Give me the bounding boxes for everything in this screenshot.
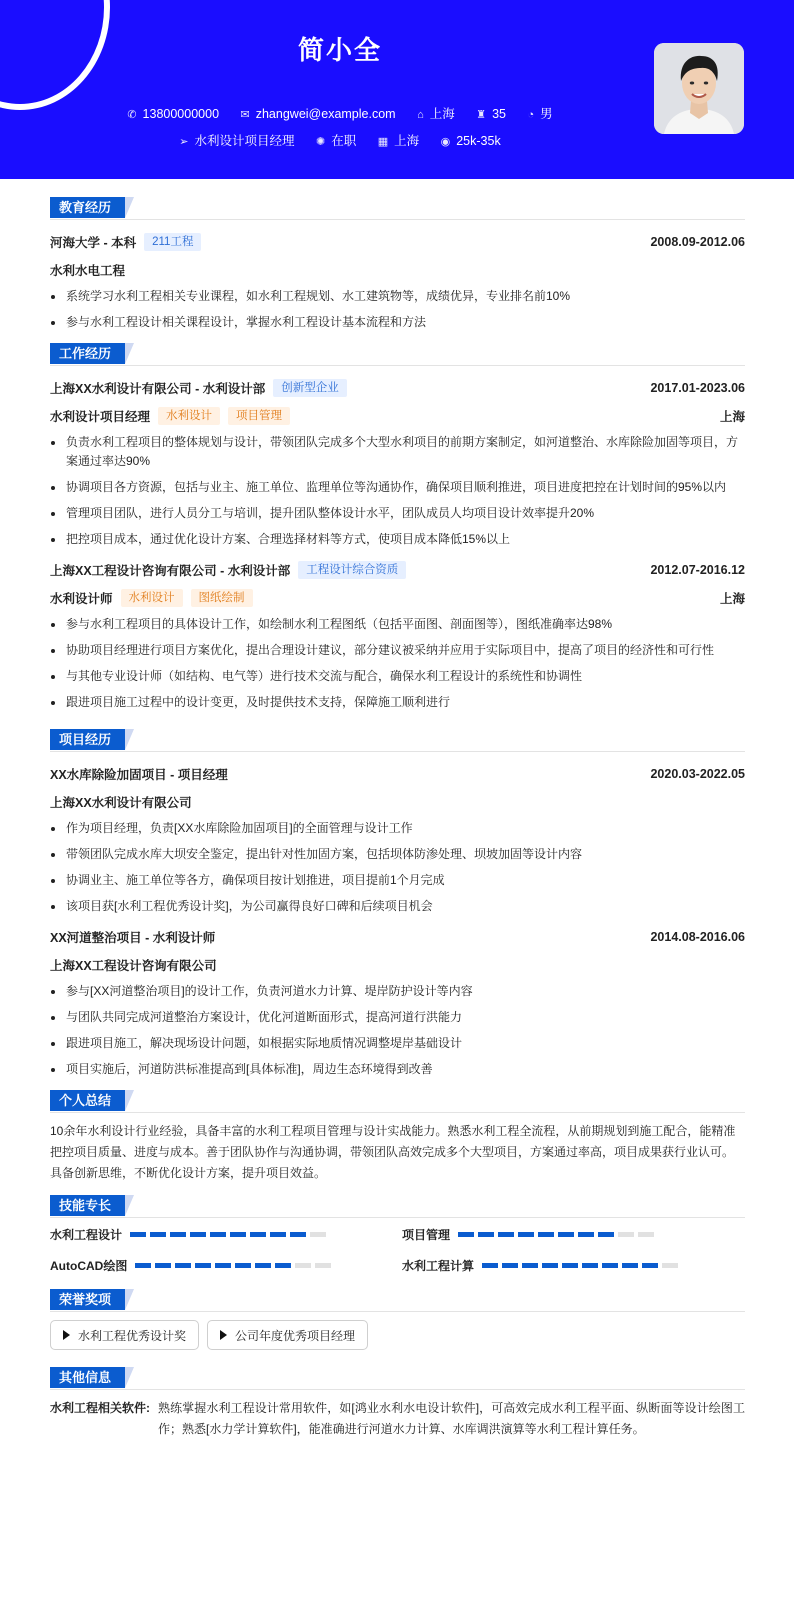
skill-level-segment bbox=[315, 1263, 331, 1268]
other-info-text: 熟练掌握水利工程设计常用软件，如[鸿业水利水电设计软件]，可高效完成水利工程平面、纵断面等设计绘图工作；熟悉[水力学计算软件]，能准确进行河道水力计算、水库调洪演算等水利工程计算任务。 bbox=[158, 1401, 745, 1436]
awards-list bbox=[50, 1320, 745, 1350]
list-item: 与团队共同完成河道整治方案设计，优化河道断面形式，提高河道行洪能力 bbox=[50, 1008, 745, 1027]
play-icon bbox=[220, 1330, 227, 1340]
salary-item: ◉ 25k-35k bbox=[440, 134, 501, 148]
skill-level-segment bbox=[562, 1263, 578, 1268]
skill-level-segment bbox=[558, 1232, 574, 1237]
awards-section bbox=[50, 1288, 745, 1350]
section-header bbox=[50, 196, 745, 220]
skill-level-bar bbox=[458, 1232, 658, 1237]
section-title: 其他信息 bbox=[50, 1367, 125, 1388]
skill-name: 水利工程计算 bbox=[402, 1259, 475, 1273]
skill-level-segment bbox=[498, 1232, 514, 1237]
section-title: 技能专长 bbox=[50, 1195, 125, 1216]
skill-level-segment bbox=[175, 1263, 191, 1268]
cake-icon: ♜ bbox=[476, 109, 487, 121]
section-title: 项目经历 bbox=[50, 729, 125, 750]
skill-level-segment bbox=[662, 1263, 678, 1268]
gender-icon: ◔ bbox=[527, 109, 535, 121]
job-entry bbox=[50, 374, 745, 549]
project-header bbox=[50, 923, 745, 951]
major-row bbox=[50, 256, 745, 284]
send-icon: ➢ bbox=[179, 136, 189, 148]
skill-level-segment bbox=[458, 1232, 474, 1237]
avatar-photo bbox=[654, 43, 744, 134]
skill-level-segment bbox=[150, 1232, 166, 1237]
skill-level-segment bbox=[310, 1232, 326, 1237]
skill-level-segment bbox=[210, 1232, 226, 1237]
job-location: 上海 bbox=[719, 410, 745, 424]
section-header bbox=[50, 1366, 745, 1390]
skill-level-segment bbox=[482, 1263, 498, 1268]
section-title: 个人总结 bbox=[50, 1090, 125, 1111]
email-item: ✉ zhangwei@example.com bbox=[240, 107, 396, 121]
section-title: 教育经历 bbox=[50, 197, 125, 218]
skill-level-segment bbox=[538, 1232, 554, 1237]
skill-level-segment bbox=[578, 1232, 594, 1237]
list-item: 参与水利工程项目的具体设计工作，如绘制水利工程图纸（包括平面图、剖面图等），图纸准确率达98% bbox=[50, 615, 745, 634]
skill-level-segment bbox=[622, 1263, 638, 1268]
education-entry-header bbox=[50, 228, 745, 256]
play-icon bbox=[63, 1330, 70, 1340]
skill-level-segment bbox=[518, 1232, 534, 1237]
skill-level-segment bbox=[270, 1232, 286, 1237]
summary-text: 10余年水利设计行业经验，具备丰富的水利工程项目管理与设计实战能力。熟悉水利工程全流程，从前期规划到施工配合，能精准把控项目质量、进度与成本。善于团队协作与沟通协调，带领团队高效完成多个大型项目，方案通过率高，项目成果获行业认可。具备创新思维，不断优化设计方案，提升项目效益。 bbox=[50, 1124, 736, 1180]
list-item: 协调业主、施工单位等各方，确保项目按计划推进，项目提前1个月完成 bbox=[50, 871, 745, 890]
resume-body bbox=[0, 179, 794, 1460]
role-tag: 水利设计 bbox=[158, 407, 220, 425]
role-row bbox=[50, 584, 745, 612]
contact-row bbox=[0, 104, 680, 122]
role-tag: 水利设计 bbox=[121, 589, 183, 607]
job-date: 2012.07-2016.12 bbox=[650, 563, 745, 577]
education-section bbox=[50, 196, 745, 332]
phone-item: ✆ 13800000000 bbox=[127, 107, 220, 121]
list-item: 协助项目经理进行项目方案优化，提出合理设计建议，部分建议被采纳并应用于实际项目中，提高了项目的经济性和可行性 bbox=[50, 641, 745, 660]
role-tag: 项目管理 bbox=[228, 407, 290, 425]
skill-level-segment bbox=[255, 1263, 271, 1268]
list-item: 把控项目成本，通过优化设计方案、合理选择材料等方式，使项目成本降低15%以上 bbox=[50, 530, 745, 549]
school-tag: 211工程 bbox=[144, 233, 201, 251]
project-org-row bbox=[50, 788, 745, 816]
skill-level-segment bbox=[235, 1263, 251, 1268]
skill-level-segment bbox=[502, 1263, 518, 1268]
skills-grid bbox=[50, 1226, 745, 1274]
home-icon: ⌂ bbox=[417, 109, 424, 121]
other-info-row bbox=[50, 1398, 745, 1440]
list-item: 参与[XX河道整治项目]的设计工作，负责河道水力计算、堤岸防护设计等内容 bbox=[50, 982, 745, 1001]
skill-level-segment bbox=[135, 1263, 151, 1268]
project-bullets bbox=[50, 819, 745, 916]
education-date: 2008.09-2012.06 bbox=[650, 235, 745, 249]
avatar bbox=[654, 43, 744, 134]
work-section bbox=[50, 342, 745, 712]
list-item: 参与水利工程设计相关课程设计，掌握水利工程设计基本流程和方法 bbox=[50, 313, 745, 332]
skill-item bbox=[50, 1257, 402, 1274]
skill-level-segment bbox=[522, 1263, 538, 1268]
list-item: 系统学习水利工程相关专业课程，如水利工程规划、水工建筑物等，成绩优异，专业排名前10% bbox=[50, 287, 745, 306]
list-item: 跟进项目施工，解决现场设计问题，如根据实际地质情况调整堤岸基础设计 bbox=[50, 1034, 745, 1053]
gender-item: ◔ 男 bbox=[527, 107, 553, 121]
location-item: ⌂ 上海 bbox=[417, 107, 455, 121]
other-section bbox=[50, 1366, 745, 1440]
role-tag: 图纸绘制 bbox=[191, 589, 253, 607]
projects-section bbox=[50, 728, 745, 1079]
skill-level-segment bbox=[295, 1263, 311, 1268]
education-bullets bbox=[50, 287, 745, 332]
job-location: 上海 bbox=[719, 592, 745, 606]
skill-item bbox=[50, 1226, 402, 1243]
company-tag: 创新型企业 bbox=[273, 379, 347, 397]
job-date: 2017.01-2023.06 bbox=[650, 381, 745, 395]
list-item: 协调项目各方资源，包括与业主、施工单位、监理单位等沟通协作，确保项目顺利推进，项目进度把控在计划时间的95%以内 bbox=[50, 478, 745, 497]
project-name: XX河道整治项目 - 水利设计师 bbox=[50, 931, 216, 945]
section-header bbox=[50, 1089, 745, 1113]
skill-level-segment bbox=[190, 1232, 206, 1237]
section-header bbox=[50, 1194, 745, 1218]
skill-level-segment bbox=[602, 1263, 618, 1268]
skill-level-bar bbox=[135, 1263, 335, 1268]
section-header bbox=[50, 1288, 745, 1312]
role-name: 水利设计师 bbox=[50, 592, 113, 606]
skill-name: 项目管理 bbox=[402, 1228, 451, 1242]
other-info-label: 水利工程相关软件: bbox=[50, 1401, 150, 1415]
company-name: 上海XX工程设计咨询有限公司 - 水利设计部 bbox=[50, 564, 291, 578]
job-header bbox=[50, 556, 745, 584]
city-item: ▦ 上海 bbox=[377, 134, 420, 148]
skills-section bbox=[50, 1194, 745, 1274]
skill-level-segment bbox=[195, 1263, 211, 1268]
skill-level-segment bbox=[478, 1232, 494, 1237]
award-chip: 水利工程优秀设计奖 bbox=[50, 1320, 199, 1350]
project-org-row bbox=[50, 951, 745, 979]
skill-level-segment bbox=[582, 1263, 598, 1268]
list-item: 带领团队完成水库大坝安全鉴定，提出针对性加固方案，包括坝体防渗处理、坝坡加固等设计内容 bbox=[50, 845, 745, 864]
skill-level-segment bbox=[542, 1263, 558, 1268]
project-date: 2014.08-2016.06 bbox=[650, 930, 745, 944]
building-icon: ▦ bbox=[377, 136, 389, 148]
skill-level-segment bbox=[155, 1263, 171, 1268]
skill-name: AutoCAD绘图 bbox=[50, 1259, 128, 1273]
job-bullets bbox=[50, 615, 745, 712]
skill-item bbox=[402, 1257, 745, 1274]
section-header bbox=[50, 342, 745, 366]
list-item: 该项目获[水利工程优秀设计奖]，为公司赢得良好口碑和后续项目机会 bbox=[50, 897, 745, 916]
section-title: 荣誉奖项 bbox=[50, 1289, 125, 1310]
project-org: 上海XX工程设计咨询有限公司 bbox=[50, 959, 217, 973]
skill-level-segment bbox=[275, 1263, 291, 1268]
skill-level-segment bbox=[618, 1232, 634, 1237]
project-entry bbox=[50, 923, 745, 1079]
school-name: 河海大学 - 本科 bbox=[50, 236, 137, 250]
skill-level-segment bbox=[130, 1232, 146, 1237]
skill-item bbox=[402, 1226, 745, 1243]
project-org: 上海XX水利设计有限公司 bbox=[50, 796, 192, 810]
job-intent-row bbox=[0, 131, 680, 149]
skill-level-segment bbox=[170, 1232, 186, 1237]
summary-section bbox=[50, 1089, 745, 1184]
section-header bbox=[50, 728, 745, 752]
skill-level-segment bbox=[642, 1263, 658, 1268]
list-item: 管理项目团队，进行人员分工与培训，提升团队整体设计水平，团队成员人均项目设计效率提升20% bbox=[50, 504, 745, 523]
project-name: XX水库除险加固项目 - 项目经理 bbox=[50, 768, 228, 782]
project-date: 2020.03-2022.05 bbox=[650, 767, 745, 781]
age-item: ♜ 35 bbox=[476, 107, 506, 121]
skill-level-bar bbox=[130, 1232, 330, 1237]
phone-icon: ✆ bbox=[127, 109, 137, 121]
company-name: 上海XX水利设计有限公司 - 水利设计部 bbox=[50, 382, 266, 396]
status-icon: ✺ bbox=[316, 136, 326, 148]
mail-icon: ✉ bbox=[240, 109, 250, 121]
skill-name: 水利工程设计 bbox=[50, 1228, 123, 1242]
role-row bbox=[50, 402, 745, 430]
major-name: 水利水电工程 bbox=[50, 264, 126, 278]
job-entry bbox=[50, 556, 745, 712]
job-target-item: ➢ 水利设计项目经理 bbox=[179, 134, 295, 148]
resume-header bbox=[0, 0, 794, 179]
award-chip: 公司年度优秀项目经理 bbox=[207, 1320, 368, 1350]
skill-level-segment bbox=[250, 1232, 266, 1237]
job-header bbox=[50, 374, 745, 402]
company-tag: 工程设计综合资质 bbox=[298, 561, 406, 579]
skill-level-segment bbox=[598, 1232, 614, 1237]
role-name: 水利设计项目经理 bbox=[50, 410, 151, 424]
project-entry bbox=[50, 760, 745, 916]
project-bullets bbox=[50, 982, 745, 1079]
list-item: 与其他专业设计师（如结构、电气等）进行技术交流与配合，确保水利工程设计的系统性和协调性 bbox=[50, 667, 745, 686]
list-item: 作为项目经理，负责[XX水库除险加固项目]的全面管理与设计工作 bbox=[50, 819, 745, 838]
list-item: 负责水利工程项目的整体规划与设计，带领团队完成多个大型水利项目的前期方案制定，如河道整治、水库除险加固等项目，方案通过率达90% bbox=[50, 433, 745, 471]
section-title: 工作经历 bbox=[50, 343, 125, 364]
candidate-name: 简小全 bbox=[297, 35, 382, 65]
skill-level-segment bbox=[290, 1232, 306, 1237]
project-header bbox=[50, 760, 745, 788]
skill-level-segment bbox=[230, 1232, 246, 1237]
list-item: 项目实施后，河道防洪标准提高到[具体标准]，周边生态环境得到改善 bbox=[50, 1060, 745, 1079]
skill-level-segment bbox=[215, 1263, 231, 1268]
skill-level-bar bbox=[482, 1263, 682, 1268]
list-item: 跟进项目施工过程中的设计变更，及时提供技术支持，保障施工顺利进行 bbox=[50, 693, 745, 712]
job-bullets bbox=[50, 433, 745, 549]
skill-level-segment bbox=[638, 1232, 654, 1237]
status-item: ✺ 在职 bbox=[316, 134, 357, 148]
coin-icon: ◉ bbox=[440, 136, 451, 148]
